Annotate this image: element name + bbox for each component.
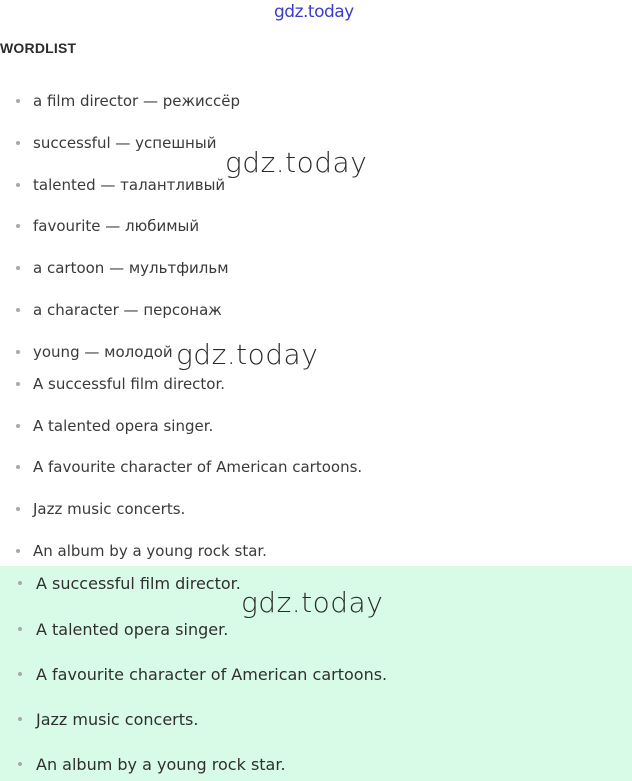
list-item-text: a cartoon — мультфильм [33, 259, 229, 277]
watermark-top: gdz.today [274, 2, 354, 22]
bullet-icon [16, 266, 20, 270]
phrase-text: An album by a young rock star. [33, 542, 267, 560]
answer-text: A talented opera singer. [36, 619, 229, 639]
list-item-text: young — молодой [33, 343, 173, 361]
watermark: gdz.today [176, 338, 319, 371]
phrase-text: Jazz music concerts. [33, 500, 186, 518]
list-item-text: successful — успешный [33, 134, 217, 152]
bullet-icon [16, 507, 20, 511]
bullet-icon [16, 465, 20, 469]
list-item-text: favourite — любимый [33, 217, 200, 235]
bullet-icon [18, 672, 22, 676]
bullet-icon [16, 141, 20, 145]
watermark: gdz.today [241, 586, 384, 619]
wordlist-heading: WORDLIST [0, 40, 77, 56]
bullet-icon [16, 308, 20, 312]
bullet-icon [16, 99, 20, 103]
phrase-text: A successful film director. [33, 375, 226, 393]
bullet-icon [16, 350, 20, 354]
list-item-text: talented — талантливый [33, 176, 226, 194]
phrase-text: A favourite character of American cartoons. [33, 458, 363, 476]
answer-text: A favourite character of American cartoons. [36, 664, 388, 684]
bullet-icon [18, 762, 22, 766]
phrase-text: A talented opera singer. [33, 417, 214, 435]
bullet-icon [18, 627, 22, 631]
bullet-icon [16, 549, 20, 553]
list-item-text: a character — персонаж [33, 301, 222, 319]
bullet-icon [18, 581, 22, 585]
watermark: gdz.today [225, 146, 368, 179]
bullet-icon [16, 424, 20, 428]
list-item-text: a film director — режиссёр [33, 92, 240, 110]
bullet-icon [16, 224, 20, 228]
answer-text: Jazz music concerts. [36, 709, 199, 729]
bullet-icon [16, 183, 20, 187]
answer-text: An album by a young rock star. [36, 754, 286, 774]
bullet-icon [18, 717, 22, 721]
bullet-icon [16, 382, 20, 386]
answer-text: A successful film director. [36, 573, 241, 593]
